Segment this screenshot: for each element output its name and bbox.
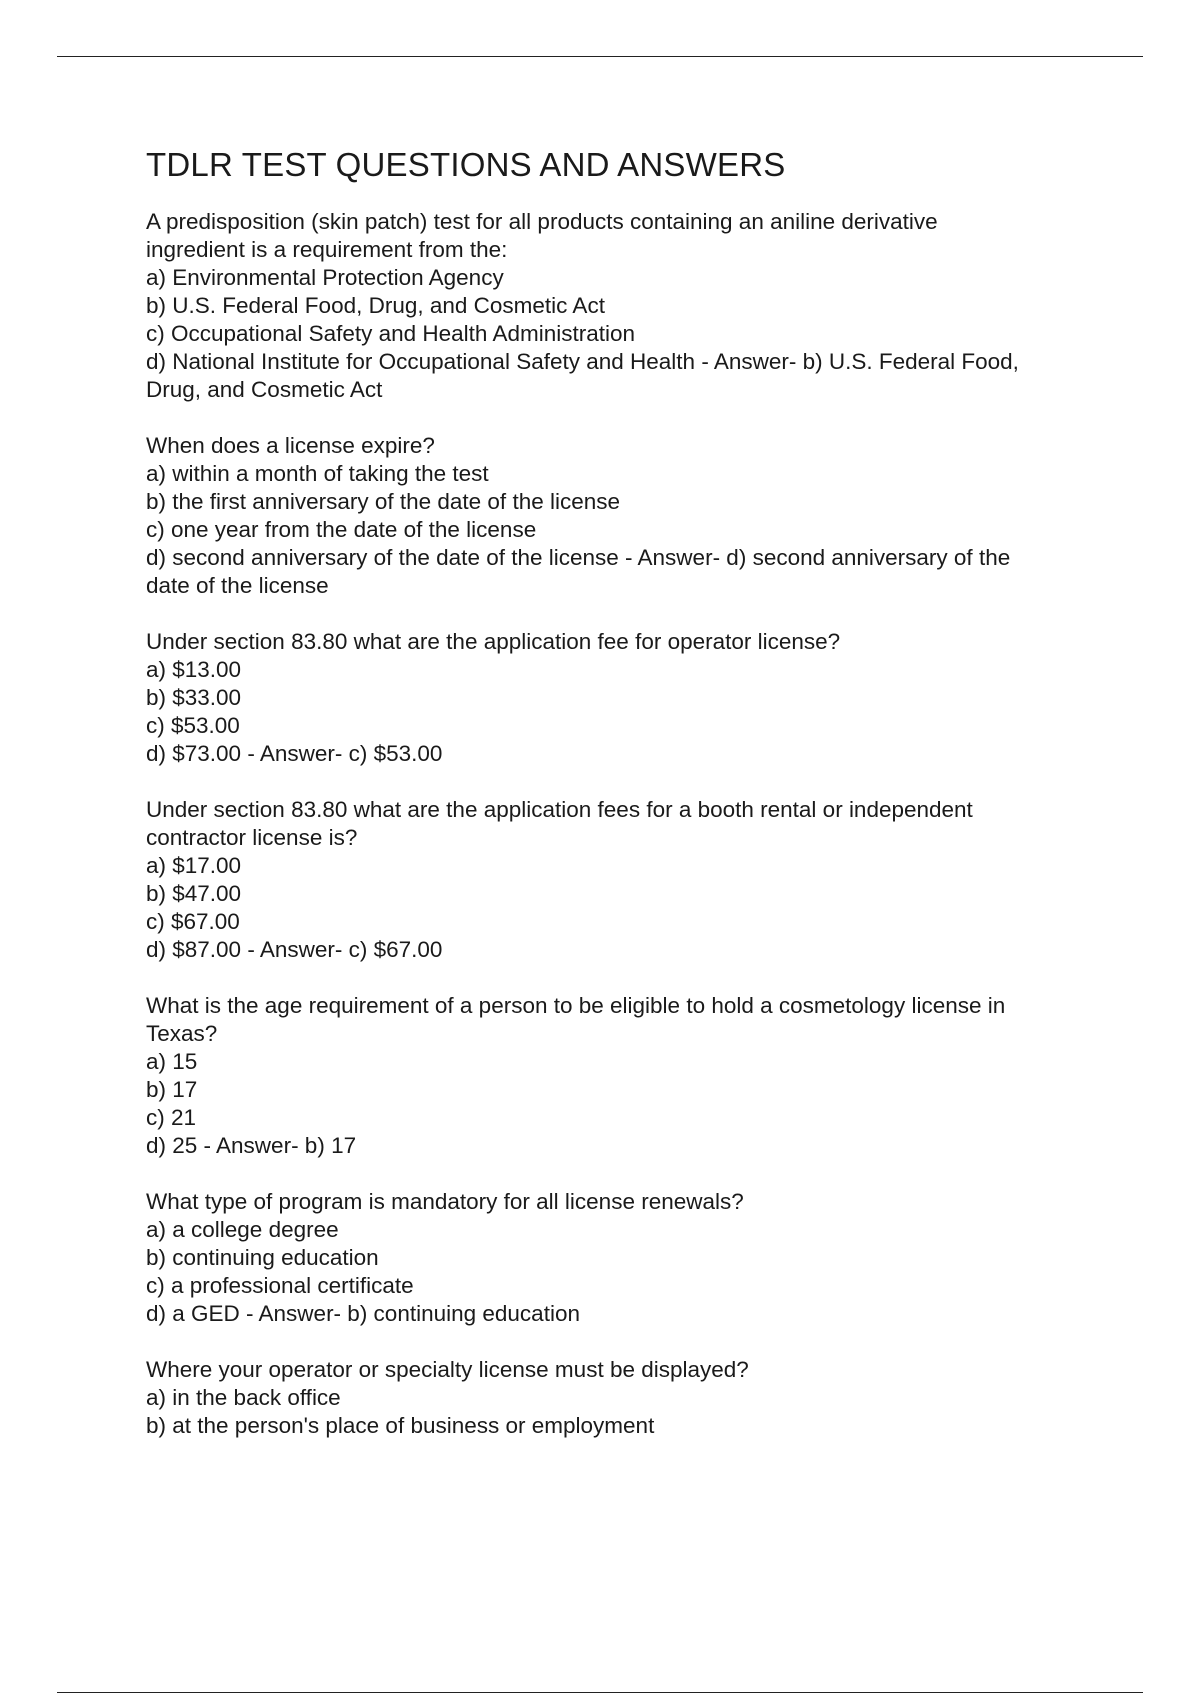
qa-line: contractor license is?	[146, 825, 358, 850]
qa-line: d) a GED - Answer- b) continuing education	[146, 1301, 580, 1326]
question-text: Under section 83.80 what are the application fee for operator license?	[146, 629, 841, 654]
qa-line: a) $13.00	[146, 657, 242, 682]
qa-line: b) $33.00	[146, 685, 242, 710]
qa-line: c) one year from the date of the license	[146, 517, 537, 542]
question-text: Where your operator or specialty license must be displayed?	[146, 1357, 749, 1382]
qa-line: date of the license	[146, 573, 329, 598]
footer-divider	[57, 1692, 1143, 1693]
header-divider	[57, 56, 1143, 57]
qa-line: a) 15	[146, 1049, 198, 1074]
qa-line: d) $87.00 - Answer- c) $67.00	[146, 937, 443, 962]
question-text: What type of program is mandatory for all license renewals?	[146, 1189, 744, 1214]
qa-line: c) a professional certificate	[146, 1273, 414, 1298]
qa-line: Texas?	[146, 1021, 218, 1046]
qa-line: b) $47.00	[146, 881, 242, 906]
qa-line: Drug, and Cosmetic Act	[146, 377, 383, 402]
qa-line: a) $17.00	[146, 853, 242, 878]
qa-line: d) $73.00 - Answer- c) $53.00	[146, 741, 443, 766]
question-text: What is the age requirement of a person to be eligible to hold a cosmetology license in	[146, 993, 1006, 1018]
qa-line: c) $53.00	[146, 713, 240, 738]
qa-line: a) Environmental Protection Agency	[146, 265, 504, 290]
qa-line: b) at the person's place of business or employment	[146, 1413, 655, 1438]
qa-line: d) National Institute for Occupational Safety and Health - Answer- b) U.S. Federal Food,	[146, 349, 1019, 374]
qa-line: d) second anniversary of the date of the license - Answer- d) second anniversary of the	[146, 545, 1011, 570]
qa-block	[146, 796, 1096, 964]
qa-line: b) the first anniversary of the date of the license	[146, 489, 621, 514]
qa-block	[146, 992, 1096, 1160]
qa-line: c) $67.00	[146, 909, 240, 934]
qa-line: c) 21	[146, 1105, 197, 1130]
document-title: TDLR TEST QUESTIONS AND ANSWERS	[146, 146, 786, 183]
qa-line: b) U.S. Federal Food, Drug, and Cosmetic Act	[146, 293, 605, 318]
question-text: When does a license expire?	[146, 433, 435, 458]
qa-line: ingredient is a requirement from the:	[146, 237, 508, 262]
qa-line: b) continuing education	[146, 1245, 379, 1270]
qa-line: b) 17	[146, 1077, 198, 1102]
qa-block	[146, 208, 1096, 404]
qa-line: a) within a month of taking the test	[146, 461, 489, 486]
qa-block	[146, 1356, 1096, 1440]
qa-line: a) a college degree	[146, 1217, 339, 1242]
qa-block	[146, 628, 1096, 768]
qa-line: d) 25 - Answer- b) 17	[146, 1133, 357, 1158]
qa-line: a) in the back office	[146, 1385, 341, 1410]
qa-block	[146, 1188, 1096, 1328]
document-body	[146, 144, 1096, 1468]
question-text: A predisposition (skin patch) test for all products containing an aniline derivative	[146, 209, 938, 234]
qa-line: c) Occupational Safety and Health Administration	[146, 321, 636, 346]
qa-block	[146, 432, 1096, 600]
question-text: Under section 83.80 what are the application fees for a booth rental or independent	[146, 797, 973, 822]
qa-list	[146, 208, 1096, 1440]
